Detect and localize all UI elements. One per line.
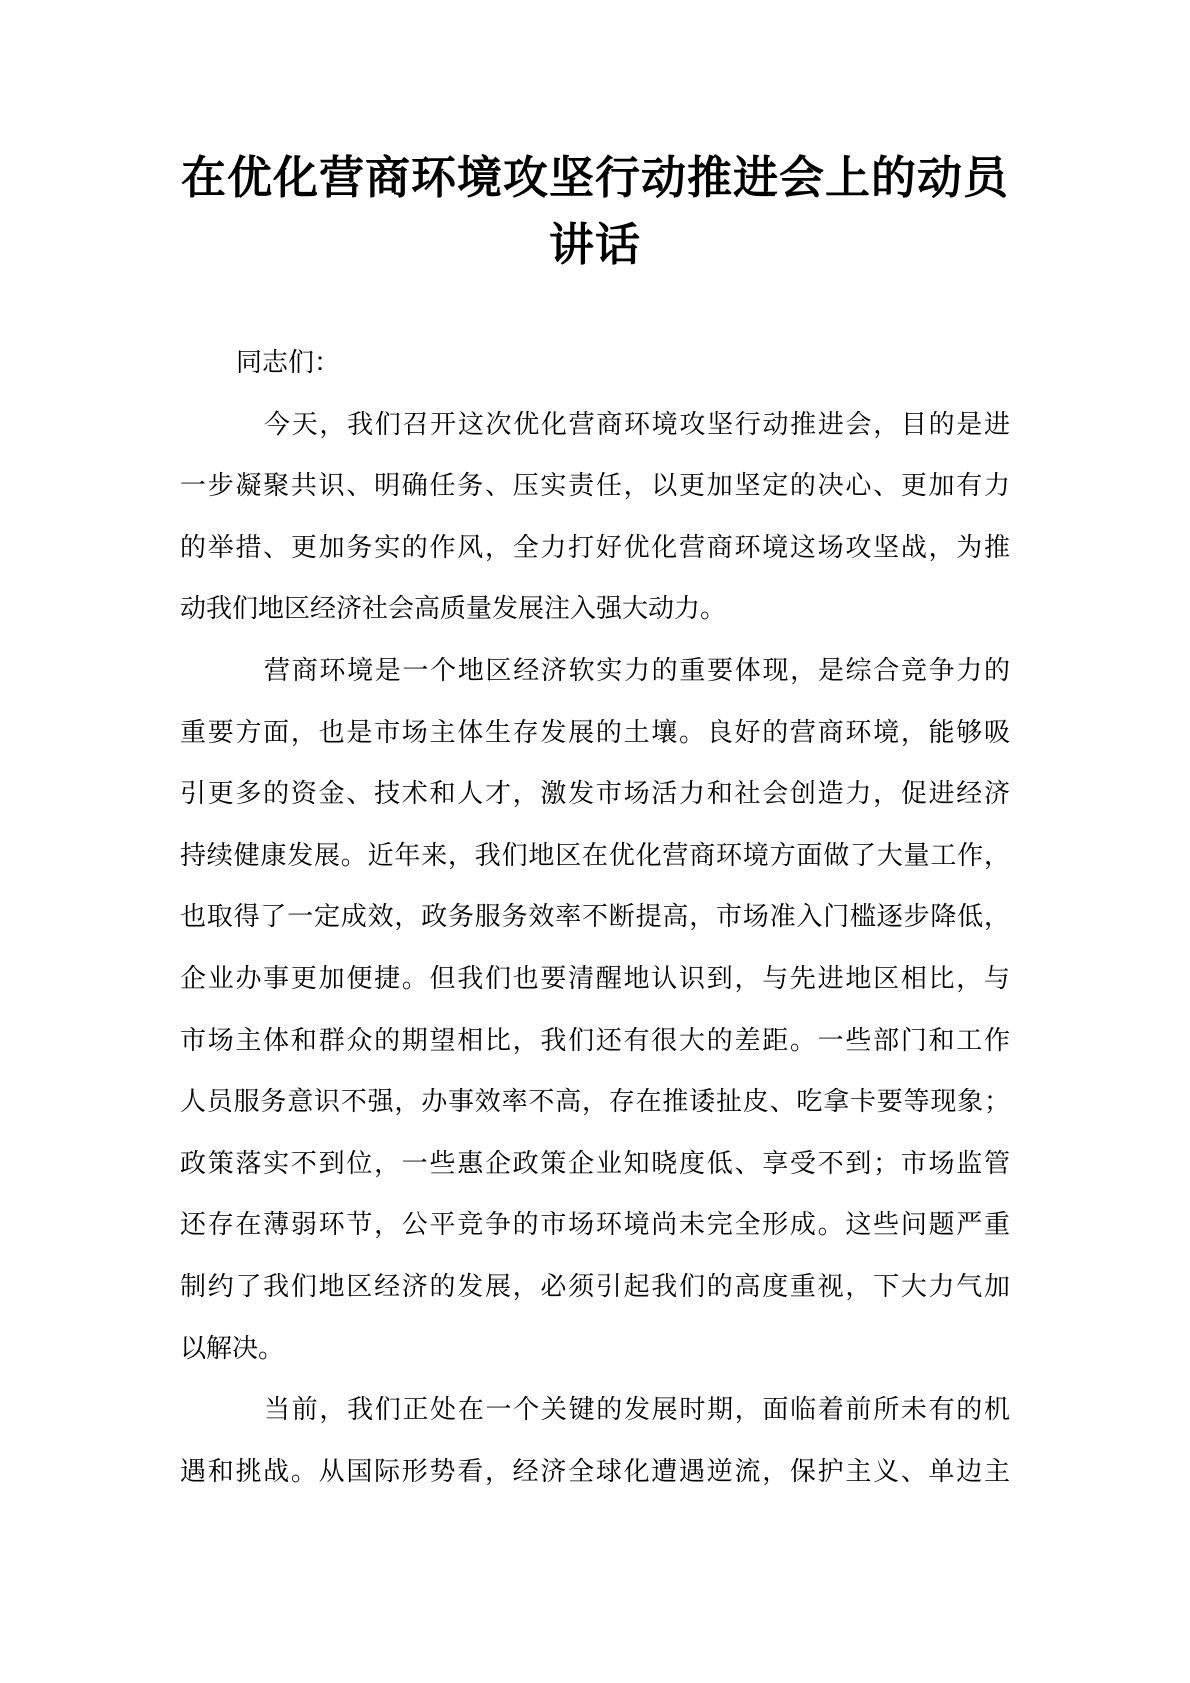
text-line: 制约了我们地区经济的发展，必须引起我们的高度重视，下大力气加 — [180, 1271, 1010, 1301]
document-title — [180, 144, 1010, 278]
title-line: 在优化营商环境攻坚行动推进会上的动员 — [180, 152, 1009, 203]
text-line: 也取得了一定成效，政务服务效率不断提高，市场准入门槛逐步降低， — [180, 902, 1010, 932]
text-line: 持续健康发展。近年来，我们地区在优化营商环境方面做了大量工作， — [180, 840, 1010, 870]
document-body — [180, 332, 1010, 1502]
text-line: 以解决。 — [180, 1333, 285, 1363]
paragraphs-container — [180, 394, 1010, 1503]
title-line: 讲话 — [548, 219, 641, 270]
text-line: 人员服务意识不强，办事效率不高，存在推诿扯皮、吃拿卡要等现象； — [180, 1087, 1010, 1117]
text-line: 当前，我们正处在一个关键的发展时期，面临着前所未有的机 — [264, 1395, 1010, 1425]
text-line: 今天，我们召开这次优化营商环境攻坚行动推进会，目的是进 — [264, 409, 1010, 439]
text-line: 还存在薄弱环节，公平竞争的市场环境尚未完全形成。这些问题严重 — [180, 1210, 1010, 1240]
text-line: 引更多的资金、技术和人才，激发市场活力和社会创造力，促进经济 — [180, 779, 1010, 809]
greeting-line: 同志们： — [236, 348, 341, 377]
text-line: 动我们地区经济社会高质量发展注入强大动力。 — [180, 594, 727, 624]
text-line: 营商环境是一个地区经济软实力的重要体现，是综合竞争力的 — [264, 655, 1010, 685]
text-line: 遇和挑战。从国际形势看，经济全球化遭遇逆流，保护主义、单边主 — [180, 1456, 1010, 1486]
text-line: 企业办事更加便捷。但我们也要清醒地认识到，与先进地区相比，与 — [180, 963, 1010, 993]
text-line: 重要方面，也是市场主体生存发展的土壤。良好的营商环境，能够吸 — [180, 717, 1010, 747]
text-line: 的举措、更加务实的作风，全力打好优化营商环境这场攻坚战，为推 — [180, 532, 1010, 562]
text-line: 市场主体和群众的期望相比，我们还有很大的差距。一些部门和工作 — [180, 1025, 1010, 1055]
text-line: 一步凝聚共识、明确任务、压实责任，以更加坚定的决心、更加有力 — [180, 471, 1010, 501]
text-line: 政策落实不到位，一些惠企政策企业知晓度低、享受不到；市场监管 — [180, 1148, 1010, 1178]
